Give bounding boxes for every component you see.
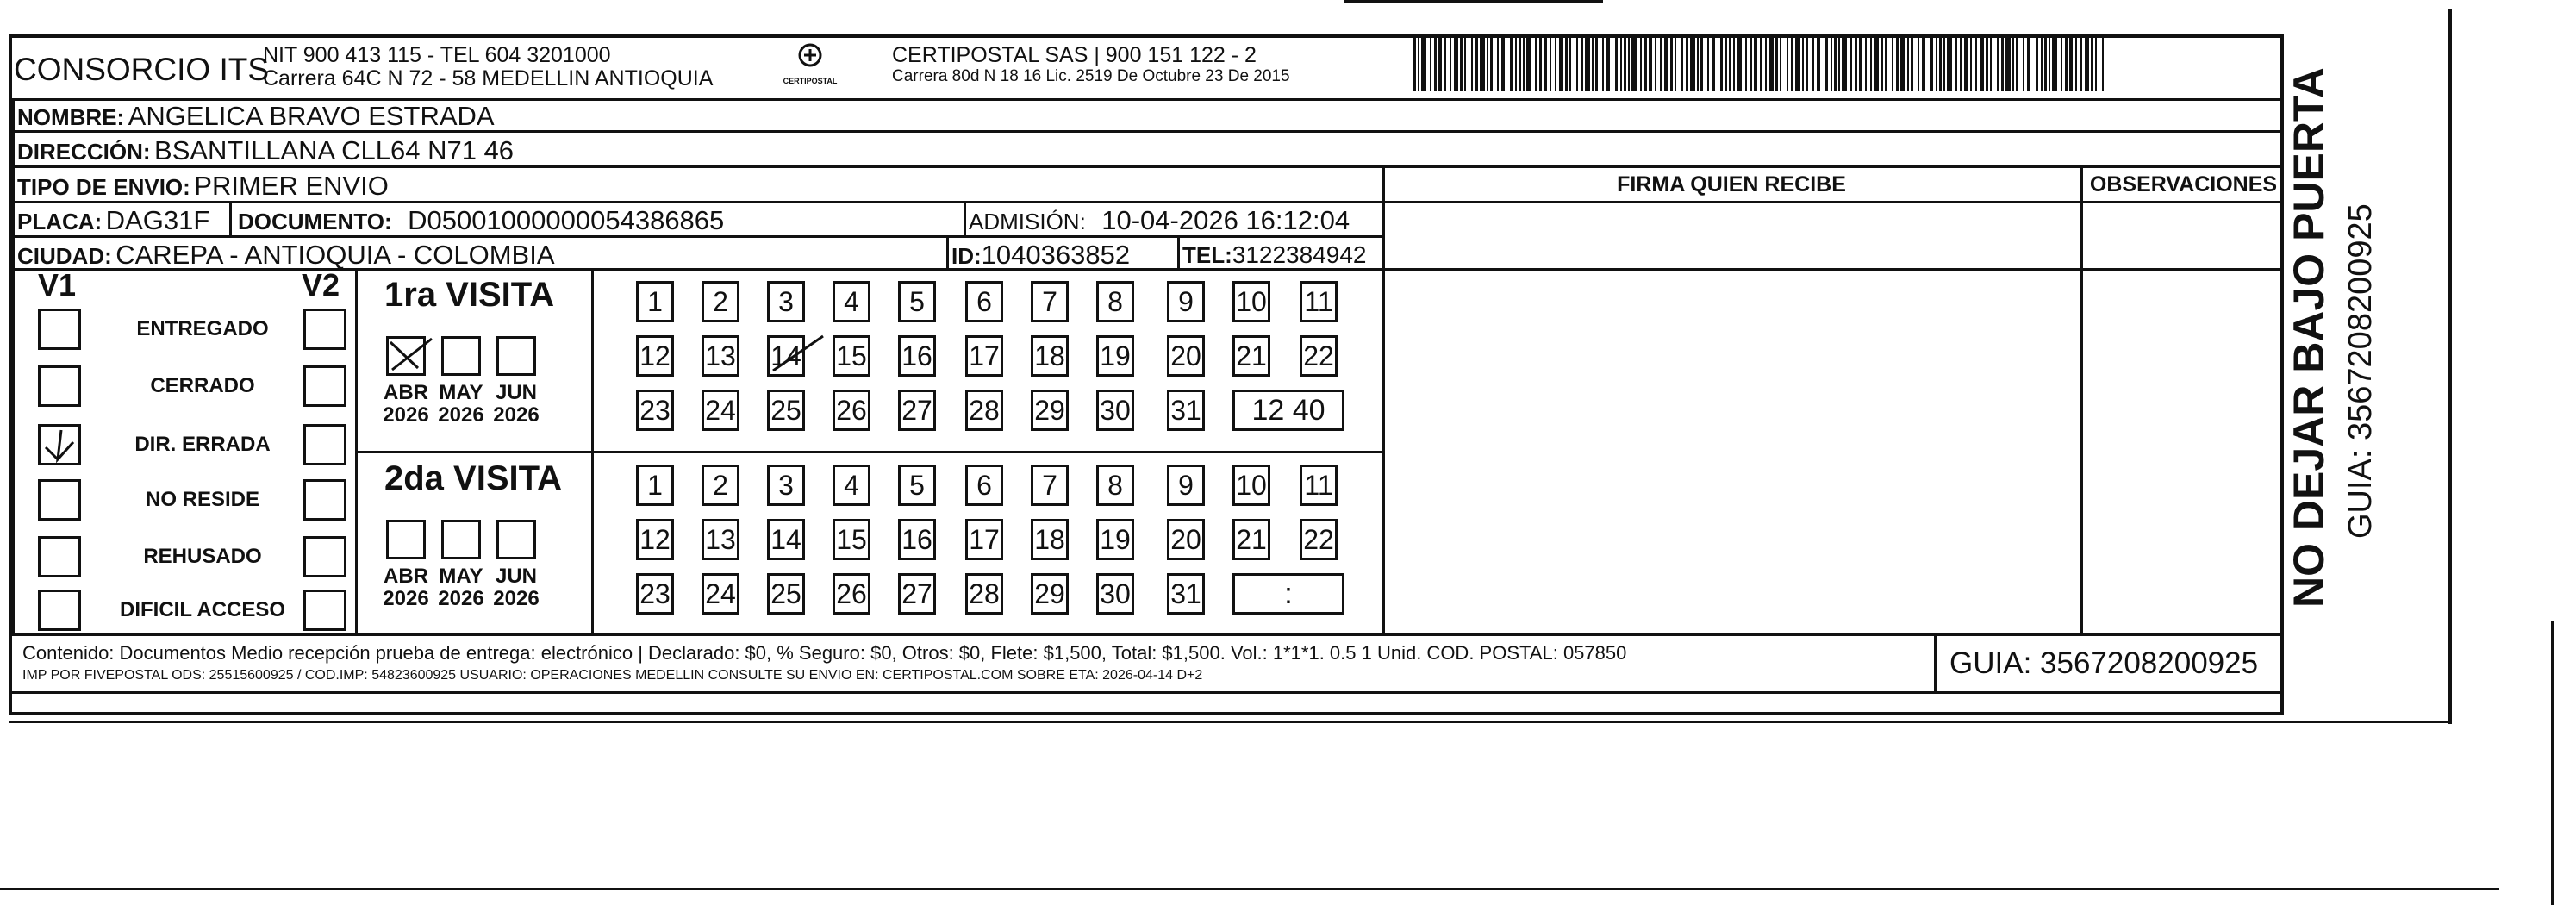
- v2-checkbox[interactable]: [303, 365, 346, 407]
- barcode-bar: [1896, 34, 1899, 91]
- barcode-bar: [1806, 34, 1808, 91]
- barcode-bar: [1911, 34, 1913, 91]
- observaciones-area[interactable]: [2083, 203, 2284, 634]
- barcode-bar: [1838, 34, 1840, 91]
- barcode-bar: [2023, 34, 2024, 91]
- day-box[interactable]: 25: [767, 390, 805, 431]
- admision-label: ADMISIÓN:: [969, 209, 1086, 234]
- day-box[interactable]: 13: [702, 335, 739, 377]
- barcode-bar: [1737, 34, 1742, 91]
- barcode-bar: [1434, 34, 1437, 91]
- barcode-bar: [1750, 34, 1752, 91]
- barcode-bar: [1980, 34, 1984, 91]
- side-guia: GUIA: 3567208200925: [2342, 203, 2379, 539]
- day-box[interactable]: 29: [1031, 573, 1069, 615]
- barcode-bar: [2036, 34, 2038, 91]
- barcode-bar: [1555, 34, 1556, 91]
- barcode-bar: [1725, 34, 1727, 91]
- footer-guia: GUIA: 3567208200925: [1949, 646, 2259, 680]
- v2-label: V2: [302, 267, 340, 303]
- barcode-bar: [2049, 34, 2050, 91]
- barcode-bar: [1615, 34, 1618, 91]
- visit1-title: 1ra VISITA: [384, 276, 555, 314]
- barcode-bar: [1569, 34, 1571, 91]
- barcode-bar: [1413, 34, 1416, 91]
- barcode-bar: [1595, 34, 1598, 91]
- barcode-bar: [1686, 34, 1688, 91]
- day-box[interactable]: 20: [1167, 519, 1205, 560]
- barcode-bar: [1519, 34, 1521, 91]
- status-label: ENTREGADO: [136, 317, 269, 340]
- barcode-bar: [1825, 34, 1828, 91]
- day-box[interactable]: 28: [965, 573, 1003, 615]
- barcode-bar: [1922, 34, 1925, 91]
- day-box[interactable]: 9: [1167, 281, 1205, 322]
- day-box[interactable]: 13: [702, 519, 739, 560]
- day-box[interactable]: 4: [833, 281, 870, 322]
- barcode-bar: [1620, 34, 1622, 91]
- day-box[interactable]: 11: [1300, 465, 1338, 506]
- day-box[interactable]: 31: [1167, 390, 1205, 431]
- v1-checkbox[interactable]: [38, 309, 81, 350]
- v2-checkbox[interactable]: [303, 590, 346, 631]
- barcode-bar: [1592, 34, 1594, 91]
- barcode-bar: [2012, 34, 2014, 91]
- day-box[interactable]: 30: [1096, 573, 1134, 615]
- admision-value: 10-04-2026 16:12:04: [1101, 205, 1350, 235]
- barcode-bar: [1480, 34, 1485, 91]
- barcode-bar: [1700, 34, 1703, 91]
- barcode-bar: [1675, 34, 1676, 91]
- barcode-bar: [1644, 34, 1647, 91]
- barcode-bar: [1475, 34, 1478, 91]
- barcode-bar: [1930, 34, 1933, 91]
- v1-label: V1: [38, 267, 77, 303]
- nombre-value: ANGELICA BRAVO ESTRADA: [128, 101, 495, 131]
- side-warning: NO DEJAR BAJO PUERTA: [2285, 67, 2333, 608]
- day-box[interactable]: 25: [767, 573, 805, 615]
- barcode-bar: [2065, 34, 2068, 91]
- v2-checkbox[interactable]: [303, 424, 346, 465]
- day-box[interactable]: 1: [636, 281, 674, 322]
- barcode-bar: [1707, 34, 1709, 91]
- month-label: MAY: [439, 381, 483, 404]
- barcode-bar: [1421, 34, 1426, 91]
- year-label: 2026: [493, 587, 540, 610]
- barcode-bar: [1681, 34, 1683, 91]
- day-box[interactable]: 18: [1031, 519, 1069, 560]
- month-label: JUN: [495, 565, 537, 588]
- day-box[interactable]: 27: [898, 573, 936, 615]
- barcode-bar: [1918, 34, 1919, 91]
- barcode-bar: [2091, 34, 2093, 91]
- barcode-bar: [1454, 34, 1458, 91]
- barcode-bar: [1581, 34, 1583, 91]
- day-box[interactable]: 23: [636, 573, 674, 615]
- day-box[interactable]: 17: [965, 519, 1003, 560]
- barcode-bar: [1834, 34, 1837, 91]
- barcode-bar: [1907, 34, 1909, 91]
- barcode-bar: [1660, 34, 1662, 91]
- barcode-bar: [1745, 34, 1747, 91]
- status-label: DIR. ERRADA: [134, 433, 271, 456]
- barcode-bar: [1655, 34, 1656, 91]
- barcode-bar: [1501, 34, 1505, 91]
- month-label: MAY: [439, 565, 483, 588]
- barcode-bar: [2027, 34, 2030, 91]
- direccion-value: BSANTILLANA CLL64 N71 46: [154, 135, 515, 165]
- barcode-bar: [1720, 34, 1723, 91]
- barcode-bar: [1874, 34, 1879, 91]
- carrier-address: Carrera 80d N 18 16 Lic. 2519 De Octubre 23 De 2015: [892, 67, 1290, 85]
- day-box[interactable]: 28: [965, 390, 1003, 431]
- company-nit: NIT 900 413 115 - TEL 604 3201000: [263, 43, 611, 67]
- v2-checkbox[interactable]: [303, 309, 346, 350]
- day-box[interactable]: 10: [1232, 281, 1270, 322]
- day-box[interactable]: 27: [898, 390, 936, 431]
- ciudad-value: CAREPA - ANTIOQUIA - COLOMBIA: [115, 240, 555, 270]
- barcode-bar: [1670, 34, 1673, 91]
- v2-checkbox[interactable]: [303, 479, 346, 521]
- day-box[interactable]: 2: [702, 281, 739, 322]
- barcode-bar: [1947, 34, 1952, 91]
- barcode-bar: [1712, 34, 1715, 91]
- barcode-bar: [2080, 34, 2082, 91]
- day-box[interactable]: 23: [636, 390, 674, 431]
- day-box[interactable]: 6: [965, 465, 1003, 506]
- month-checkbox[interactable]: [441, 336, 481, 376]
- day-box[interactable]: 15: [833, 335, 870, 377]
- footer-contenido: Contenido: Documentos Medio recepción prueba de entrega: electrónico | Declarado: $0, % Seguro: $0, Otros: $0, Flete: $1,500, Total: $1,500. Vol.: 1*1*1. 0.5 1 Unid. COD. POSTAL: 057850: [22, 642, 1627, 664]
- documento-value: D05001000000054386865: [408, 205, 725, 235]
- barcode-bar: [1733, 34, 1735, 91]
- barcode-bar: [1490, 34, 1493, 91]
- day-box[interactable]: 26: [833, 390, 870, 431]
- barcode-bar: [1955, 34, 1957, 91]
- status-label: DIFICIL ACCESO: [119, 598, 285, 621]
- month-label: ABR: [384, 381, 428, 404]
- barcode-bar: [1881, 34, 1883, 91]
- barcode-bar: [1539, 34, 1542, 91]
- day-box[interactable]: 24: [702, 573, 739, 615]
- barcode-bar: [1986, 34, 1988, 91]
- barcode-bar: [2102, 34, 2104, 91]
- barcode-bar: [1510, 34, 1513, 91]
- direccion-label: DIRECCIÓN:: [17, 139, 151, 165]
- barcode-bar: [1565, 34, 1568, 91]
- barcode-bar: [2075, 34, 2077, 91]
- barcode-bar: [1900, 34, 1905, 91]
- barcode-bar: [1544, 34, 1547, 91]
- day-box[interactable]: 2: [702, 465, 739, 506]
- tel-label: TEL:: [1182, 242, 1232, 268]
- month-label: ABR: [384, 565, 428, 588]
- barcode-bar: [1795, 34, 1800, 91]
- barcode-bar: [1765, 34, 1767, 91]
- status-label: REHUSADO: [143, 545, 262, 568]
- day-box[interactable]: 3: [767, 281, 805, 322]
- month-checkbox[interactable]: [386, 520, 426, 559]
- barcode-bar: [1943, 34, 1945, 91]
- day-box[interactable]: 8: [1096, 281, 1134, 322]
- barcode-bar: [2001, 34, 2004, 91]
- barcode-bar: [1444, 34, 1446, 91]
- barcode-bar: [2095, 34, 2097, 91]
- barcode-bar: [1855, 34, 1857, 91]
- barcode-bar: [1791, 34, 1793, 91]
- barcode-bar: [1450, 34, 1451, 91]
- time-box[interactable]: 12 40: [1232, 390, 1344, 431]
- barcode-bar: [1831, 34, 1832, 91]
- barcode-bar: [1640, 34, 1642, 91]
- barcode-bar: [1850, 34, 1852, 91]
- day-box[interactable]: 10: [1232, 465, 1270, 506]
- barcode-bar: [1769, 34, 1774, 91]
- day-box[interactable]: 18: [1031, 335, 1069, 377]
- footer-imp: IMP POR FIVEPOSTAL ODS: 25515600925 / COD.IMP: 54823600925 USUARIO: OPERACIONES MEDELLIN CONSULTE SU ENVIO EN: CERTIPOSTAL.COM SOBRE ETA: 2026-04-14 D+2: [22, 668, 1203, 683]
- barcode-bar: [1585, 34, 1590, 91]
- barcode-bar: [2041, 34, 2043, 91]
- month-checkbox[interactable]: [441, 520, 481, 559]
- month-checkbox[interactable]: [386, 336, 426, 376]
- day-box[interactable]: 21: [1232, 519, 1270, 560]
- barcode-bar: [1754, 34, 1757, 91]
- barcode-bar: [1471, 34, 1473, 91]
- barcode-bar: [1624, 34, 1626, 91]
- company-name: CONSORCIO ITS: [14, 52, 270, 87]
- firma-header: FIRMA QUIEN RECIBE: [1617, 172, 1846, 197]
- day-box[interactable]: 5: [898, 465, 936, 506]
- day-box[interactable]: 12: [636, 335, 674, 377]
- barcode-bar: [2085, 34, 2089, 91]
- year-label: 2026: [438, 587, 484, 610]
- day-box[interactable]: 19: [1096, 519, 1134, 560]
- barcode-bar: [1602, 34, 1604, 91]
- day-box[interactable]: 29: [1031, 390, 1069, 431]
- tipo-envio-value: PRIMER ENVIO: [194, 171, 389, 201]
- day-box[interactable]: 16: [898, 519, 936, 560]
- barcode-bar: [1697, 34, 1699, 91]
- documento-label: DOCUMENTO:: [238, 209, 392, 234]
- year-label: 2026: [493, 403, 540, 427]
- day-box[interactable]: 26: [833, 573, 870, 615]
- day-box[interactable]: 22: [1300, 519, 1338, 560]
- day-box[interactable]: 21: [1232, 335, 1270, 377]
- barcode-bar: [1628, 34, 1630, 91]
- month-checkbox[interactable]: [496, 520, 536, 559]
- barcode-bar: [1997, 34, 1999, 91]
- day-box[interactable]: 4: [833, 465, 870, 506]
- day-box[interactable]: 17: [965, 335, 1003, 377]
- barcode-bar: [1865, 34, 1867, 91]
- day-box[interactable]: 8: [1096, 465, 1134, 506]
- day-box[interactable]: 7: [1031, 281, 1069, 322]
- placa-label: PLACA:: [17, 209, 103, 234]
- barcode-bar: [1576, 34, 1578, 91]
- barcode-bar: [1430, 34, 1431, 91]
- barcode-bar: [1990, 34, 1992, 91]
- day-box[interactable]: 31: [1167, 573, 1205, 615]
- barcode-bar: [2069, 34, 2073, 91]
- barcode-bar: [1787, 34, 1788, 91]
- barcode-bar: [1775, 34, 1778, 91]
- v1-checkbox[interactable]: [38, 424, 81, 465]
- observaciones-header: OBSERVACIONES: [2089, 172, 2278, 197]
- id-label: ID:: [951, 243, 982, 269]
- nombre-label: NOMBRE:: [17, 104, 125, 130]
- barcode-bar: [1939, 34, 1942, 91]
- day-box[interactable]: 5: [898, 281, 936, 322]
- day-box[interactable]: 1: [636, 465, 674, 506]
- day-box[interactable]: 6: [965, 281, 1003, 322]
- barcode-bar: [1870, 34, 1872, 91]
- day-box[interactable]: 14: [767, 519, 805, 560]
- barcode-bar: [1418, 34, 1419, 91]
- barcode-bar: [2005, 34, 2011, 91]
- barcode-bar: [1729, 34, 1731, 91]
- barcode-bar: [1964, 34, 1968, 91]
- tipo-envio-label: TIPO DE ENVIO:: [17, 174, 190, 200]
- barcode-bar: [1690, 34, 1695, 91]
- barcode-bar: [1535, 34, 1537, 91]
- day-box[interactable]: 30: [1096, 390, 1134, 431]
- barcode-bar: [1523, 34, 1525, 91]
- barcode-bar: [1438, 34, 1442, 91]
- v1-checkbox[interactable]: [38, 479, 81, 521]
- month-checkbox[interactable]: [496, 336, 536, 376]
- status-label: NO RESIDE: [145, 488, 260, 511]
- barcode-bar: [1936, 34, 1937, 91]
- carrier-name: CERTIPOSTAL SAS | 900 151 122 - 2: [892, 43, 1257, 67]
- barcode-bar: [1606, 34, 1610, 91]
- v1-checkbox[interactable]: [38, 590, 81, 631]
- barcode-bar: [1817, 34, 1820, 91]
- barcode-bar: [2044, 34, 2047, 91]
- barcode-bar: [1664, 34, 1668, 91]
- year-label: 2026: [383, 587, 429, 610]
- day-box[interactable]: 20: [1167, 335, 1205, 377]
- month-label: JUN: [495, 381, 537, 404]
- barcode-bar: [2052, 34, 2057, 91]
- barcode-bar: [1760, 34, 1762, 91]
- barcode-bar: [1975, 34, 1977, 91]
- day-box[interactable]: 12: [636, 519, 674, 560]
- barcode-bar: [1812, 34, 1814, 91]
- barcode-bar: [1550, 34, 1551, 91]
- visit2-title: 2da VISITA: [384, 459, 562, 497]
- certipostal-logo: CERTIPOSTAL: [776, 41, 845, 91]
- barcode-bar: [1780, 34, 1781, 91]
- day-box[interactable]: 22: [1300, 335, 1338, 377]
- barcode-bar: [1859, 34, 1862, 91]
- v1-checkbox[interactable]: [38, 365, 81, 407]
- barcode: [1413, 34, 2111, 91]
- barcode-bar: [1487, 34, 1488, 91]
- barcode-bar: [1649, 34, 1652, 91]
- barcode-bar: [1460, 34, 1463, 91]
- barcode-bar: [1960, 34, 1962, 91]
- company-address: Carrera 64C N 72 - 58 MEDELLIN ANTIOQUIA: [263, 66, 714, 90]
- barcode-bar: [1526, 34, 1531, 91]
- barcode-bar: [1970, 34, 1972, 91]
- day-box[interactable]: 11: [1300, 281, 1338, 322]
- tel-value: 3122384942: [1232, 241, 1367, 268]
- barcode-bar: [1892, 34, 1893, 91]
- day-box[interactable]: 3: [767, 465, 805, 506]
- barcode-bar: [1497, 34, 1499, 91]
- barcode-bar: [1631, 34, 1637, 91]
- day-mark: [766, 333, 826, 376]
- barcode-bar: [2016, 34, 2018, 91]
- year-label: 2026: [383, 403, 429, 427]
- time-box[interactable]: :: [1232, 573, 1344, 615]
- barcode-bar: [1464, 34, 1466, 91]
- day-box[interactable]: 7: [1031, 465, 1069, 506]
- status-label: CERRADO: [150, 374, 255, 397]
- barcode-bar: [1515, 34, 1517, 91]
- day-box[interactable]: 9: [1167, 465, 1205, 506]
- day-box[interactable]: 19: [1096, 335, 1134, 377]
- v2-checkbox[interactable]: [303, 536, 346, 577]
- day-box[interactable]: 24: [702, 390, 739, 431]
- barcode-bar: [1885, 34, 1887, 91]
- year-label: 2026: [438, 403, 484, 427]
- day-box[interactable]: 15: [833, 519, 870, 560]
- day-box[interactable]: 14: [767, 335, 805, 377]
- barcode-bar: [1802, 34, 1804, 91]
- placa-value: DAG31F: [105, 205, 210, 235]
- barcode-bar: [2061, 34, 2062, 91]
- ciudad-label: CIUDAD:: [17, 243, 112, 269]
- day-box[interactable]: 16: [898, 335, 936, 377]
- v1-checkbox[interactable]: [38, 536, 81, 577]
- barcode-bar: [1559, 34, 1563, 91]
- barcode-bar: [1842, 34, 1847, 91]
- firma-area[interactable]: [1385, 203, 2080, 634]
- id-value: 1040363852: [981, 240, 1131, 270]
